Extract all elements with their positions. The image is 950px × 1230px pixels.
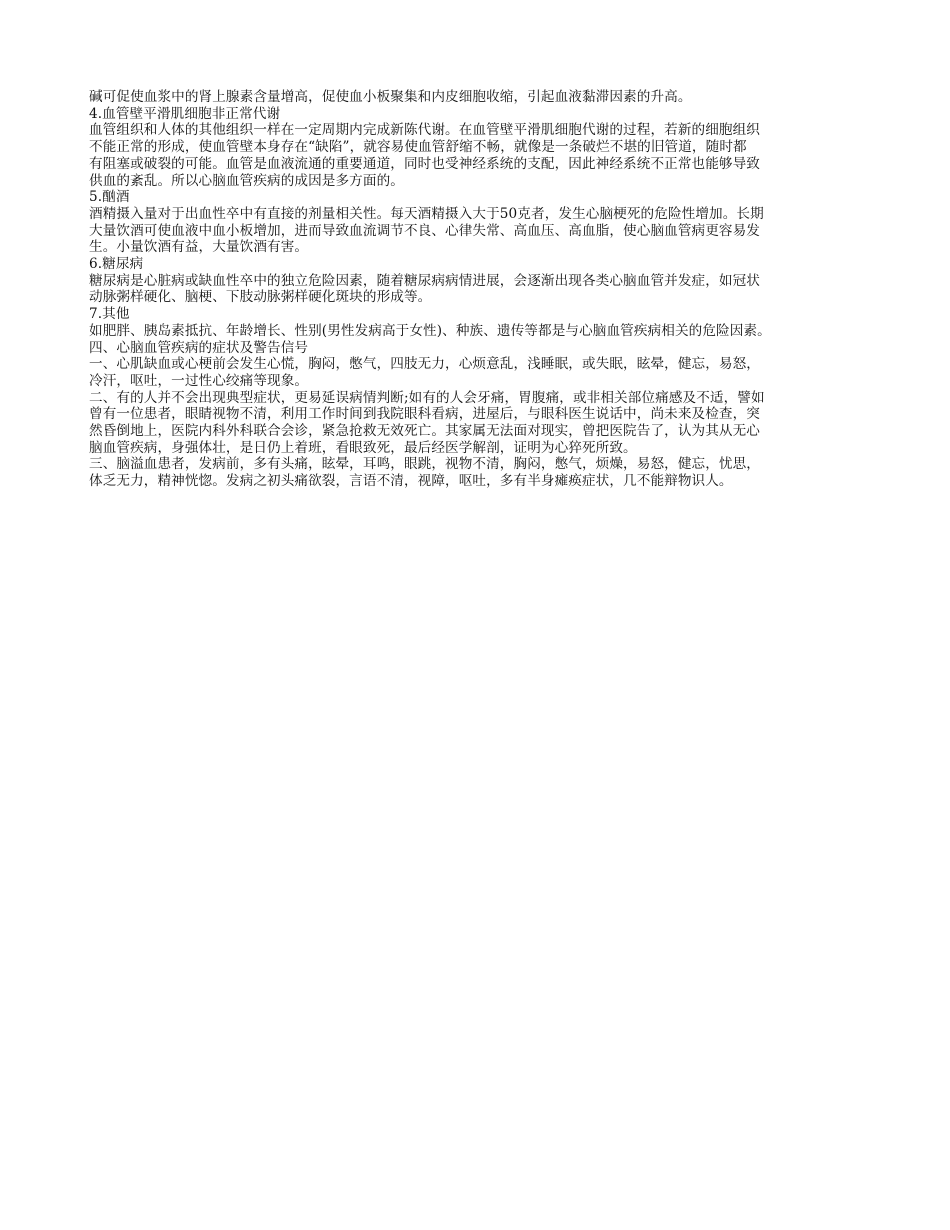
paragraph-line: 糖尿病是心脏病或缺血性卒中的独立危险因素，随着糖尿病病情进展，会逐渐出现各类心脑血管并发症，如冠状 <box>89 272 760 289</box>
paragraph-line: 生。小量饮酒有益，大量饮酒有害。 <box>89 239 309 256</box>
section-heading: 4.血管壁平滑肌细胞非正常代谢 <box>89 105 281 122</box>
paragraph-line: 脑血管疾病，身强体壮，是日仍上着班，看眼致死，最后经医学解剖，证明为心猝死所致。 <box>89 439 637 456</box>
paragraph-line: 有阻塞或破裂的可能。血管是血液流通的重要通道，同时也受神经系统的支配，因此神经系统不正常也能够导致 <box>89 155 760 172</box>
section-heading: 四、心脑血管疾病的症状及警告信号 <box>89 339 309 356</box>
paragraph-line: 二、有的人并不会出现典型症状，更易延误病情判断;如有的人会牙痛，胃腹痛，或非相关部位痛感及不适，譬如 <box>89 389 765 406</box>
paragraph-line: 冷汗，呕吐，一过性心绞痛等现象。 <box>89 372 309 389</box>
paragraph-line: 供血的紊乱。所以心脑血管疾病的成因是多方面的。 <box>89 172 404 189</box>
paragraph-line: 血管组织和人体的其他组织一样在一定周期内完成新陈代谢。在血管壁平滑肌细胞代谢的过程，若新的细胞组织 <box>89 122 760 139</box>
paragraph-line: 体乏无力，精神恍惚。发病之初头痛欲裂，言语不清，视障，呕吐，多有半身瘫痪症状，几不能辩物识人。 <box>89 473 733 490</box>
paragraph-line: 如肥胖、胰岛素抵抗、年龄增长、性别(男性发病高于女性)、种族、遗传等都是与心脑血管疾病相关的危险因素。 <box>89 322 771 339</box>
document-body <box>89 89 864 490</box>
paragraph-line: 酒精摄入量对于出血性卒中有直接的剂量相关性。每天酒精摄入大于50克者，发生心脑梗死的危险性增加。长期 <box>89 205 764 222</box>
paragraph-line: 三、脑溢血患者，发病前，多有头痛，眩晕，耳鸣，眼跳，视物不清，胸闷，憋气，烦燥，易怒，健忘，忧思， <box>89 456 760 473</box>
section-heading: 6.糖尿病 <box>89 256 144 273</box>
section-heading: 7.其他 <box>89 306 130 323</box>
paragraph-line: 动脉粥样硬化、脑梗、下肢动脉粥样硬化斑块的形成等。 <box>89 289 432 306</box>
paragraph-line: 碱可促使血浆中的肾上腺素含量增高，促使血小板聚集和内皮细胞收缩，引起血液黏滞因素的升高。 <box>89 89 692 105</box>
paragraph-line: 一、心肌缺血或心梗前会发生心慌，胸闷，憋气，四肢无力，心烦意乱，浅睡眠，或失眠，眩晕，健忘，易怒， <box>89 356 760 373</box>
section-heading: 5.酗酒 <box>89 189 130 206</box>
paragraph-line: 不能正常的形成，使血管壁本身存在“缺陷”，就容易使血管舒缩不畅，就像是一条破烂不堪的旧管道，随时都 <box>89 139 747 156</box>
paragraph-line: 曾有一位患者，眼睛视物不清，利用工作时间到我院眼科看病，进屋后，与眼科医生说话中，尚未来及检查，突 <box>89 406 760 423</box>
paragraph-line: 然昏倒地上，医院内科外科联合会诊，紧急抢救无效死亡。其家属无法面对现实，曾把医院告了，认为其从无心 <box>89 423 760 440</box>
paragraph-line: 大量饮酒可使血液中血小板增加，进而导致血流调节不良、心律失常、高血压、高血脂，使心脑血管病更容易发 <box>89 222 760 239</box>
